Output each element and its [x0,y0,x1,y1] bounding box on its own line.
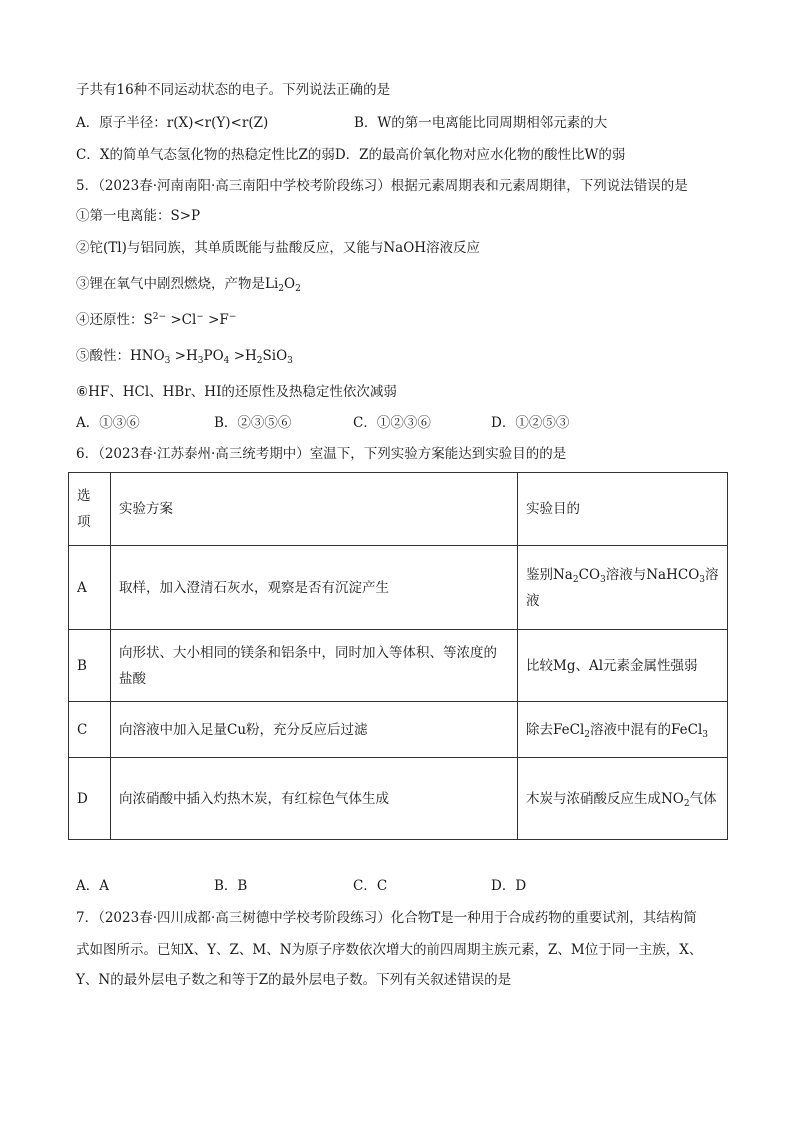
q6-option-b: B．B [214,878,248,894]
q4-options-row1 [76,113,607,133]
row-key: D [69,758,111,840]
row-plan: 向浓硝酸中插入灼热木炭，有红棕色气体生成 [111,758,518,840]
header-option: 选项 [69,473,111,546]
q4-option-a: A．原子半径：r(X)<r(Y)<r(Z) [76,115,269,131]
row-key: B [69,630,111,702]
q5-option-b: B．②③⑤⑥ [214,415,292,431]
q5-statement-4: ④还原性：$S^{2-} >Cl^- >F^-$ [76,312,237,328]
table-row [69,630,728,702]
q5-statement-6: ⑥HF、HCl、HBr、HI的还原性及热稳定性依次减弱 [76,384,397,400]
q6-option-c: C．C [353,878,388,894]
experiment-table [68,472,728,840]
q4-option-b: B．W的第一电离能比同周期相邻元素的大 [354,115,608,131]
q6-options [76,876,526,896]
row-goal: 比较Mg、Al元素金属性强弱 [518,630,728,702]
q5-stem: 5．（2023春·河南南阳·高三南阳中学校考阶段练习）根据元素周期表和元素周期律，下列说法错误的是 [76,178,688,194]
header-goal: 实验目的 [518,473,728,546]
q5-option-c: C．①②③⑥ [353,415,431,431]
row-key: C [69,702,111,758]
table-row [69,702,728,758]
q4-options-row2: C．X的简单气态氢化物的热稳定性比Z的弱D．Z的最高价氧化物对应水化物的酸性比W的弱 [76,147,626,163]
row-plan: 向形状、大小相同的镁条和铝条中，同时加入等体积、等浓度的盐酸 [111,630,518,702]
q7-stem-line3: Y、N的最外层电子数之和等于Z的最外层电子数。下列有关叙述错误的是 [76,972,512,988]
row-plan: 取样，加入澄清石灰水，观察是否有沉淀产生 [111,546,518,630]
q7-stem-line2: 式如图所示。已知X、Y、Z、M、N为原子序数依次增大的前四周期主族元素，Z、M位于同一主族，X、 [76,942,703,958]
row-goal: 鉴别$Na_2CO_3$溶液与NaHCO$_3$溶液 [518,546,728,630]
q5-options [76,413,569,433]
table-row [69,546,728,630]
row-key: A [69,546,111,630]
header-plan: 实验方案 [111,473,518,546]
q5-statement-5: ⑤酸性：$HNO_3 >H_3PO_4 >H_2SiO_3$ [76,348,293,366]
q5-statement-1: ①第一电离能：S>P [76,208,201,224]
q7-stem-line1: 7．（2023春·四川成都·高三树德中学校考阶段练习）化合物T是一种用于合成药物的重要试剂，其结构简 [76,910,697,926]
row-goal: 除去FeCl$_2$溶液中混有的FeCl$_3$ [518,702,728,758]
q5-option-d: D．①②⑤③ [491,415,570,431]
row-plan: 向溶液中加入足量Cu粉，充分反应后过滤 [111,702,518,758]
q6-option-d: D．D [491,878,527,894]
row-goal: 木炭与浓硝酸反应生成$NO_2$气体 [518,758,728,840]
q6-option-a: A．A [76,878,109,894]
q5-statement-2: ②铊(Tl)与铝同族，其单质既能与盐酸反应，又能与NaOH溶液反应 [76,240,481,256]
table-row [69,758,728,840]
q6-stem: 6．（2023春·江苏泰州·高三统考期中）室温下，下列实验方案能达到实验目的的是 [76,446,567,462]
table-header-row [69,473,728,546]
q5-statement-3: ③锂在氧气中剧烈燃烧，产物是$Li_2O_2$ [76,276,301,294]
intro-line: 子共有16种不同运动状态的电子。下列说法正确的是 [76,82,391,98]
q5-option-a: A．①③⑥ [76,415,140,431]
